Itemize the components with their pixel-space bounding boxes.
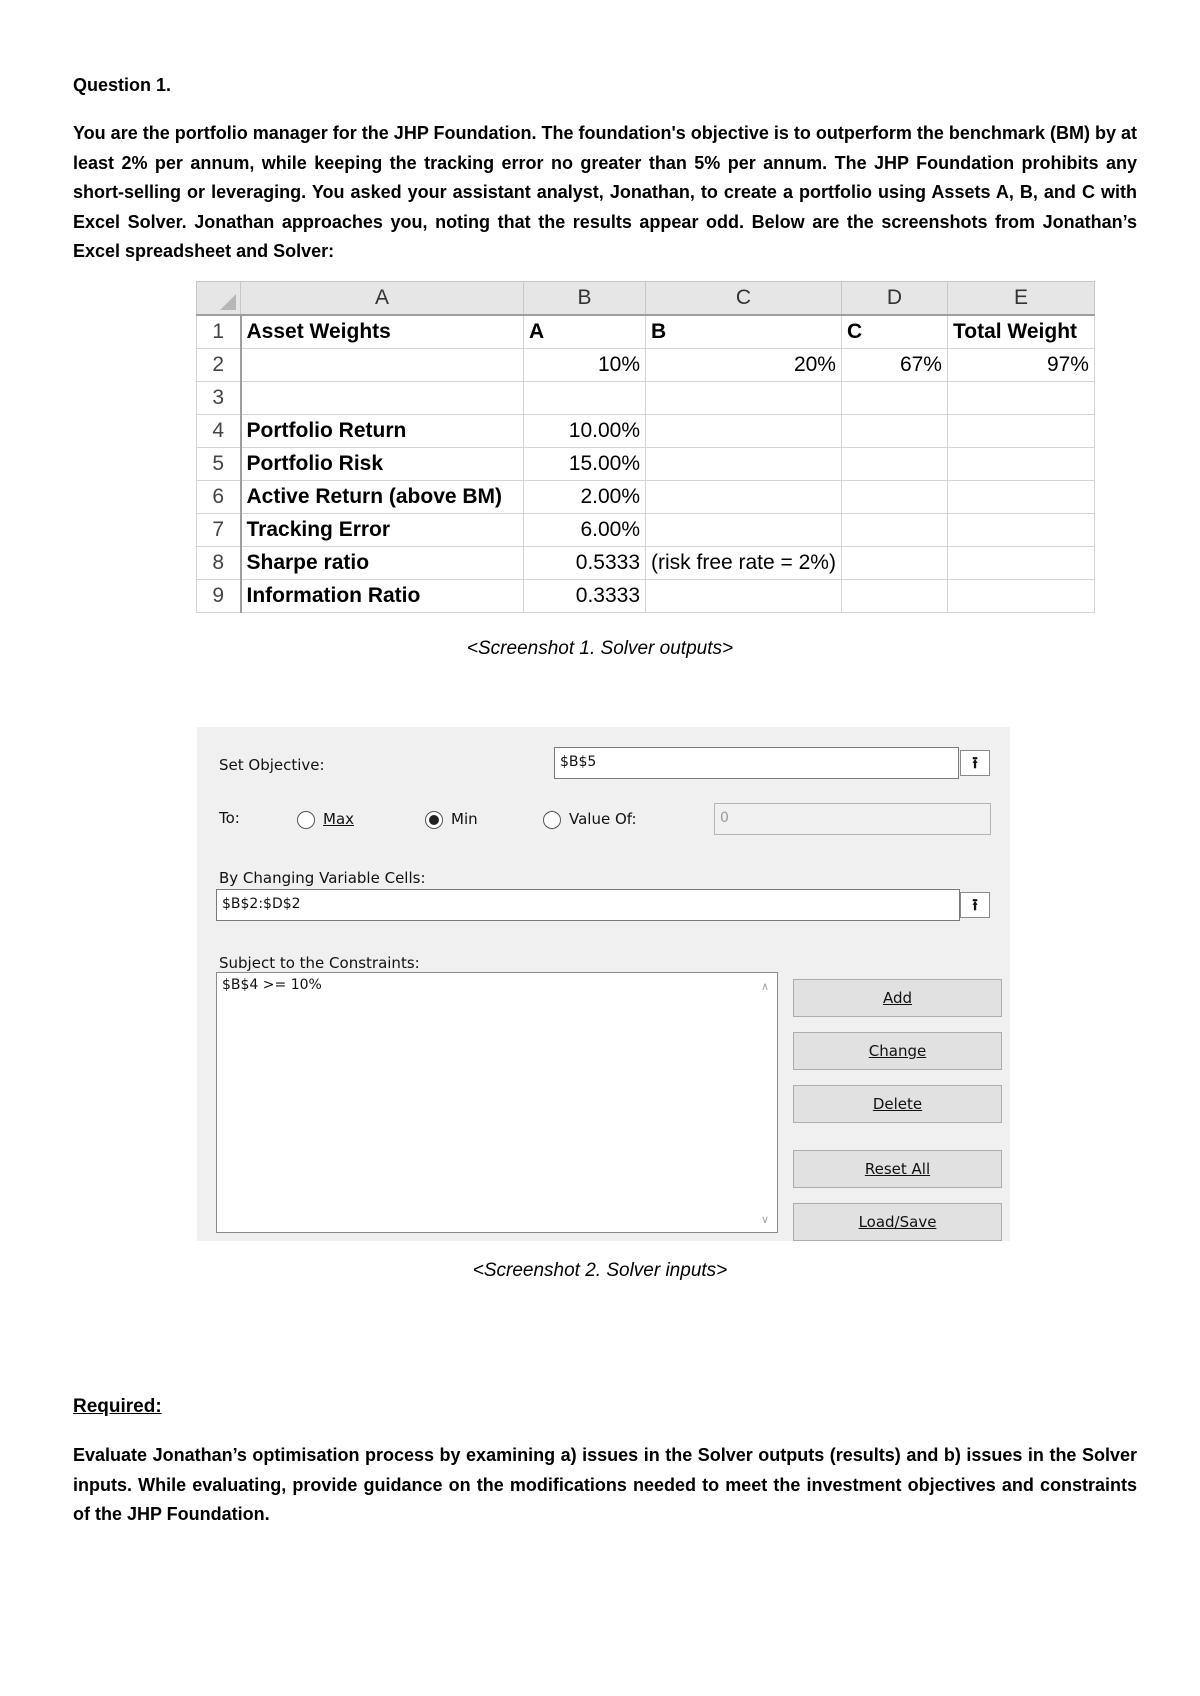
changing-cells-label: By Changing Variable Cells:	[219, 869, 426, 887]
table-row	[197, 514, 1095, 547]
cell-c4[interactable]	[646, 415, 842, 448]
cell-b4[interactable]: 10.00%	[524, 415, 646, 448]
column-header-e[interactable]: E	[947, 282, 1094, 316]
cell-d9[interactable]	[841, 580, 947, 613]
column-header-d[interactable]: D	[841, 282, 947, 316]
row-header[interactable]: 4	[197, 415, 241, 448]
collapse-dialog-icon[interactable]: ⭱	[960, 750, 990, 776]
cell-e5[interactable]	[947, 448, 1094, 481]
cell-a6[interactable]: Active Return (above BM)	[241, 481, 524, 514]
cell-b9[interactable]: 0.3333	[524, 580, 646, 613]
objective-cell-field[interactable]: $B$5	[554, 747, 959, 779]
max-radio[interactable]	[297, 811, 315, 829]
screenshot-2-caption: <Screenshot 2. Solver inputs>	[472, 1260, 728, 1281]
cell-e7[interactable]	[947, 514, 1094, 547]
to-label: To:	[219, 809, 240, 827]
cell-c6[interactable]	[646, 481, 842, 514]
table-row	[197, 315, 1095, 349]
reset-all-button-label: Reset All	[864, 1160, 931, 1178]
scroll-up-icon[interactable]: ∧	[760, 980, 770, 993]
cell-b1[interactable]: A	[524, 315, 646, 349]
column-header-b[interactable]: B	[524, 282, 646, 316]
spreadsheet-screenshot	[196, 281, 1095, 613]
cell-a4[interactable]: Portfolio Return	[241, 415, 524, 448]
cell-e1[interactable]: Total Weight	[947, 315, 1094, 349]
cell-d5[interactable]	[841, 448, 947, 481]
column-header-c[interactable]: C	[646, 282, 842, 316]
table-row	[197, 448, 1095, 481]
cell-a7[interactable]: Tracking Error	[241, 514, 524, 547]
constraints-list[interactable]	[216, 972, 778, 1233]
row-header[interactable]: 2	[197, 349, 241, 382]
column-header-a[interactable]: A	[241, 282, 524, 316]
cell-e6[interactable]	[947, 481, 1094, 514]
cell-b7[interactable]: 6.00%	[524, 514, 646, 547]
change-button-label: Change	[868, 1042, 927, 1060]
required-heading: Required:	[73, 1396, 162, 1417]
cell-a9[interactable]: Information Ratio	[241, 580, 524, 613]
row-header[interactable]: 9	[197, 580, 241, 613]
row-header[interactable]: 7	[197, 514, 241, 547]
cell-a3[interactable]	[241, 382, 524, 415]
load-save-button-label: Load/Save	[858, 1213, 937, 1231]
add-button[interactable]	[793, 979, 1002, 1017]
solver-dialog	[197, 727, 1010, 1241]
cell-e3[interactable]	[947, 382, 1094, 415]
table-row	[197, 415, 1095, 448]
cell-b6[interactable]: 2.00%	[524, 481, 646, 514]
cell-d7[interactable]	[841, 514, 947, 547]
load-save-button[interactable]	[793, 1203, 1002, 1241]
row-header[interactable]: 3	[197, 382, 241, 415]
cell-c9[interactable]	[646, 580, 842, 613]
cell-d1[interactable]: C	[841, 315, 947, 349]
screenshot-1-caption: <Screenshot 1. Solver outputs>	[466, 638, 734, 659]
delete-button[interactable]	[793, 1085, 1002, 1123]
cell-d2[interactable]: 67%	[841, 349, 947, 382]
cell-c7[interactable]	[646, 514, 842, 547]
cell-d6[interactable]	[841, 481, 947, 514]
table-row	[197, 547, 1095, 580]
row-header[interactable]: 8	[197, 547, 241, 580]
scroll-down-icon[interactable]: ∨	[760, 1213, 770, 1226]
table-row	[197, 481, 1095, 514]
cell-b8[interactable]: 0.5333	[524, 547, 646, 580]
delete-button-label: Delete	[872, 1095, 923, 1113]
min-label[interactable]: Min	[451, 810, 478, 828]
min-radio[interactable]	[425, 811, 443, 829]
value-of-label[interactable]: Value Of:	[569, 810, 637, 828]
cell-c8[interactable]: (risk free rate = 2%)	[646, 547, 842, 580]
cell-a1[interactable]: Asset Weights	[241, 315, 524, 349]
table-row	[197, 349, 1095, 382]
cell-d3[interactable]	[841, 382, 947, 415]
cell-c1[interactable]: B	[646, 315, 842, 349]
cell-b3[interactable]	[524, 382, 646, 415]
required-body: Evaluate Jonathan’s optimisation process by examining a) issues in the Solver outputs (results) and b) issues in the Solver inputs. While evaluating, provide guidance on the modifications needed to meet the investment objectives and constraints of the JHP Foundation.	[73, 1445, 1137, 1524]
row-header[interactable]: 5	[197, 448, 241, 481]
question-intro: You are the portfolio manager for the JHP Foundation. The foundation's objective is to outperform the benchmark (BM) by at least 2% per annum, while keeping the tracking error no greater than 5% per annum. The JHP Foundation prohibits any short-selling or leveraging. You asked your assistant analyst, Jonathan, to create a portfolio using Assets A, B, and C with Excel Solver. Jonathan approaches you, noting that the results appear odd. Below are the screenshots from Jonathan’s Excel spreadsheet and Solver:	[73, 123, 1137, 261]
max-label[interactable]: Max	[323, 810, 355, 828]
cell-e8[interactable]	[947, 547, 1094, 580]
list-item[interactable]: $B$4 >= 10%	[222, 977, 322, 993]
row-header[interactable]: 6	[197, 481, 241, 514]
reset-all-button[interactable]	[793, 1150, 1002, 1188]
add-button-label: Add	[882, 989, 913, 1007]
row-header[interactable]: 1	[197, 315, 241, 349]
spreadsheet-grid	[196, 281, 1095, 613]
constraints-label: Subject to the Constraints:	[219, 954, 420, 972]
cell-c5[interactable]	[646, 448, 842, 481]
set-objective-label: Set Objective:	[219, 756, 325, 774]
cell-d8[interactable]	[841, 547, 947, 580]
cell-b2[interactable]: 10%	[524, 349, 646, 382]
cell-a8[interactable]: Sharpe ratio	[241, 547, 524, 580]
cell-a5[interactable]: Portfolio Risk	[241, 448, 524, 481]
table-row	[197, 580, 1095, 613]
table-row	[197, 382, 1095, 415]
changing-cells-field[interactable]: $B$2:$D$2	[216, 889, 960, 921]
cell-e2[interactable]: 97%	[947, 349, 1094, 382]
collapse-dialog-icon[interactable]: ⭱	[960, 892, 990, 918]
cell-e4[interactable]	[947, 415, 1094, 448]
select-all-corner[interactable]	[197, 282, 241, 316]
cell-e9[interactable]	[947, 580, 1094, 613]
cell-d4[interactable]	[841, 415, 947, 448]
value-of-radio[interactable]	[543, 811, 561, 829]
cell-c2[interactable]: 20%	[646, 349, 842, 382]
cell-b5[interactable]: 15.00%	[524, 448, 646, 481]
change-button[interactable]	[793, 1032, 1002, 1070]
cell-c3[interactable]	[646, 382, 842, 415]
question-title: Question 1.	[73, 75, 172, 95]
value-of-field[interactable]: 0	[714, 803, 991, 835]
cell-a2[interactable]	[241, 349, 524, 382]
